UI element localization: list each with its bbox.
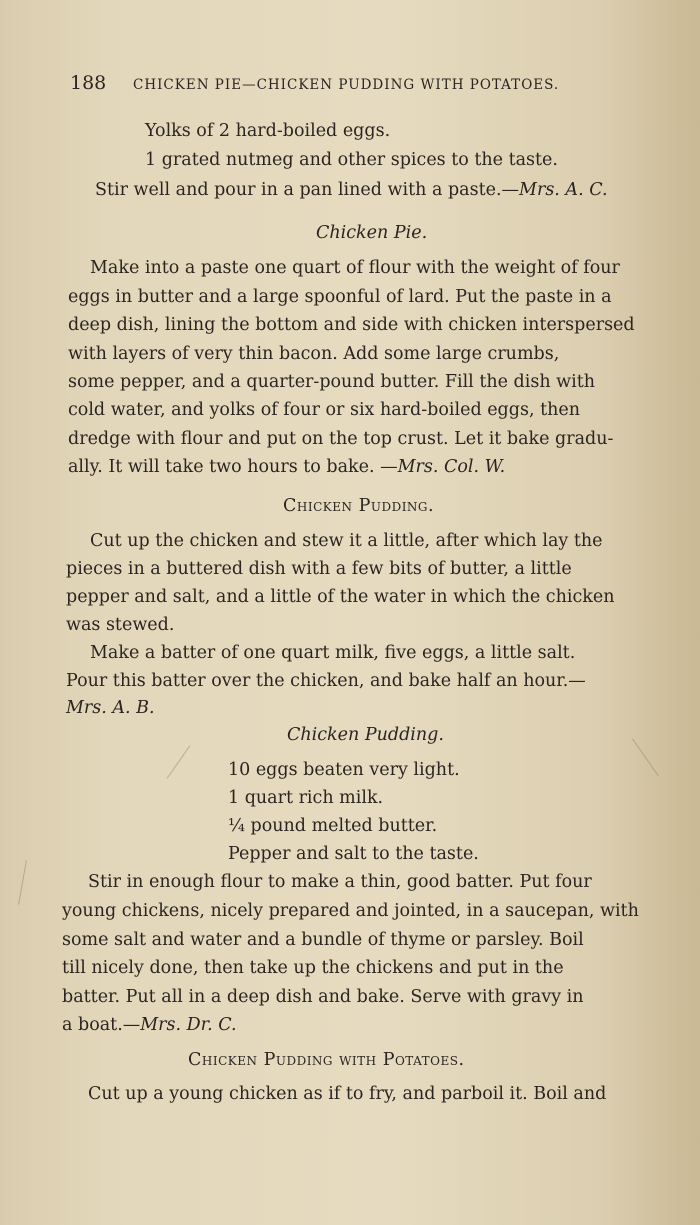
running-title: CHICKEN PIE—CHICKEN PUDDING WITH POTATOES. — [133, 77, 560, 93]
author-attribution: Mrs. A. C. — [519, 180, 608, 200]
text-line: young chickens, nicely prepared and jointed, in a saucepan, with — [62, 901, 639, 921]
text-line: eggs in butter and a large spoonful of lard. Put the paste in a — [68, 287, 612, 307]
text-span: a boat.— — [62, 1015, 141, 1035]
pencil-mark — [18, 860, 27, 904]
text-line: some pepper, and a quarter-pound butter. Fill the dish with — [68, 372, 596, 392]
pencil-mark — [167, 745, 191, 778]
text-line: 1 grated nutmeg and other spices to the taste. — [145, 150, 558, 170]
text-line — [62, 1011, 237, 1039]
text-line — [68, 453, 505, 481]
text-span: ally. It will take two hours to bake. — — [68, 457, 398, 477]
author-attribution: Mrs. A. B. — [66, 698, 155, 718]
ingredient-line: 1 quart rich milk. — [228, 788, 384, 808]
author-attribution: Mrs. Dr. C. — [140, 1015, 237, 1035]
text-line: with layers of very thin bacon. Add some large crumbs, — [68, 344, 560, 364]
text-line: deep dish, lining the bottom and side with chicken interspersed — [68, 315, 635, 335]
text-line: Yolks of 2 hard-boiled eggs. — [145, 121, 391, 141]
pencil-mark — [632, 739, 659, 776]
text-line: was stewed. — [66, 615, 175, 635]
text-line: Pour this batter over the chicken, and bake half an hour.— — [66, 671, 586, 691]
text-line: cold water, and yolks of four or six hard-boiled eggs, then — [68, 400, 581, 420]
ingredient-line: Pepper and salt to the taste. — [228, 844, 479, 864]
text-line: some salt and water and a bundle of thyme or parsley. Boil — [62, 930, 584, 950]
recipe-title: Chicken Pudding with Potatoes. — [188, 1050, 465, 1070]
text-line: Make into a paste one quart of flour with the weight of four — [90, 258, 620, 278]
ingredient-line: ¼ pound melted butter. — [228, 816, 438, 836]
author-attribution: Mrs. Col. W. — [397, 457, 506, 477]
text-span: Stir well and pour in a pan lined with a paste.— — [95, 180, 520, 200]
recipe-title: Chicken Pudding. — [287, 725, 444, 745]
text-line: batter. Put all in a deep dish and bake. Serve with gravy in — [62, 987, 584, 1007]
page-number: 188 — [70, 72, 107, 94]
text-line: Make a batter of one quart milk, five eggs, a little salt. — [90, 643, 576, 663]
text-line — [95, 176, 608, 204]
text-line: pieces in a buttered dish with a few bits of butter, a little — [66, 559, 572, 579]
text-line: Cut up the chicken and stew it a little, after which lay the — [90, 531, 603, 551]
text-line: pepper and salt, and a little of the water in which the chicken — [66, 587, 615, 607]
recipe-title: Chicken Pie. — [316, 223, 428, 243]
recipe-title: Chicken Pudding. — [283, 496, 435, 516]
text-line: dredge with flour and put on the top crust. Let it bake gradu- — [68, 429, 614, 449]
text-line: Cut up a young chicken as if to fry, and parboil it. Boil and — [88, 1084, 607, 1104]
ingredient-line: 10 eggs beaten very light. — [228, 760, 460, 780]
text-line: till nicely done, then take up the chickens and put in the — [62, 958, 564, 978]
text-line: Stir in enough flour to make a thin, good batter. Put four — [88, 872, 592, 892]
